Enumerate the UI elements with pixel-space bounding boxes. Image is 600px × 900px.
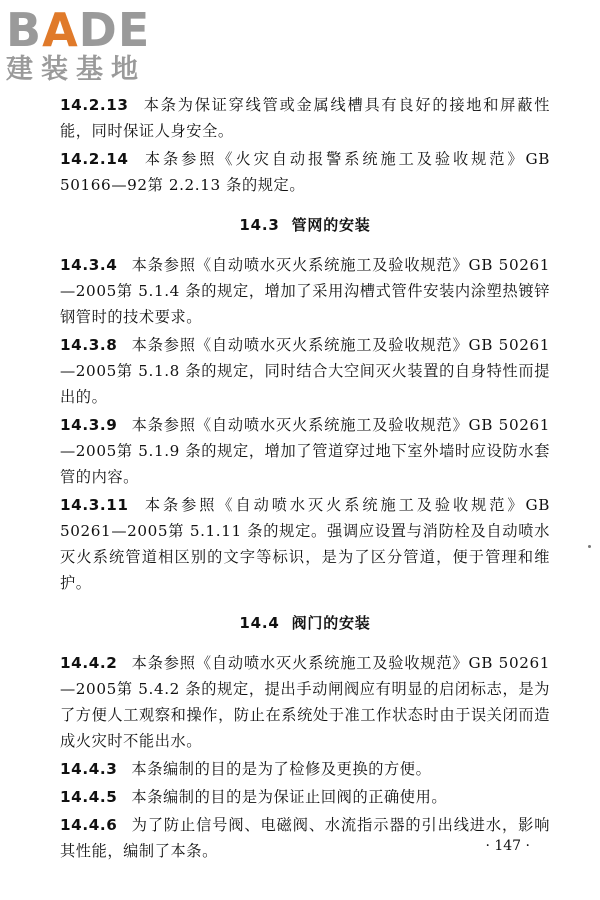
clause-text: 本条参照《火灾自动报警系统施工及验收规范》GB 50166—92第 2.2.13 条的规定。 [60,150,550,194]
section-heading-text: 管网的安装 [291,216,371,234]
clause-paragraph [60,252,550,330]
logo-letter: B [6,3,43,57]
logo-letter: DE [78,3,151,57]
document-body [60,92,550,866]
clause-paragraph [60,92,550,144]
clause-number: 14.3.9 [60,416,118,434]
brand-logo [6,4,181,86]
clause-paragraph [60,332,550,410]
clause-number: 14.3.8 [60,336,118,354]
clause-text: 本条参照《自动喷水灭火系统施工及验收规范》GB 50261—2005第 5.4.2 条的规定，提出手动闸阀应有明显的启闭标志，是为了方便人工观察和操作，防止在系统处于准工作状态时由于误关闭而造成火灾时不能出水。 [60,654,550,750]
section-number: 14.4 [239,614,280,632]
clause-paragraph [60,756,550,782]
clause-number: 14.3.4 [60,256,118,274]
clause-number: 14.4.2 [60,654,118,672]
clause-paragraph [60,146,550,198]
clause-text: 本条参照《自动喷水灭火系统施工及验收规范》GB 50261—2005第 5.1.8 条的规定，同时结合大空间灭火装置的自身特性而提出的。 [60,336,550,406]
clause-text: 本条为保证穿线管或金属线槽具有良好的接地和屏蔽性能，同时保证人身安全。 [60,96,550,140]
section-number: 14.3 [239,216,280,234]
clause-paragraph [60,812,550,864]
page-number: · 147 · [485,838,530,854]
clause-text: 本条编制的目的是为了检修及更换的方便。 [131,760,432,778]
section-title [60,212,550,238]
clause-text: 本条参照《自动喷水灭火系统施工及验收规范》GB 50261—2005第 5.1.4 条的规定，增加了采用沟槽式管件安装内涂塑热镀锌钢管时的技术要求。 [60,256,550,326]
clause-paragraph [60,784,550,810]
clause-paragraph [60,412,550,490]
clause-paragraph [60,650,550,754]
clause-number: 14.3.11 [60,496,129,514]
clause-text: 本条编制的目的是为保证止回阀的正确使用。 [131,788,448,806]
clause-number: 14.4.6 [60,816,118,834]
clause-text: 本条参照《自动喷水灭火系统施工及验收规范》GB 50261—2005第 5.1.11 条的规定。强调应设置与消防栓及自动喷水灭火系统管道相区别的文字等标识，是为了区分管道，便于管理和维护。 [60,496,550,592]
logo-wordmark [6,4,181,56]
clause-number: 14.4.3 [60,760,118,778]
scan-speck [588,545,591,548]
clause-text: 为了防止信号阀、电磁阀、水流指示器的引出线进水，影响其性能，编制了本条。 [60,816,550,860]
section-heading-text: 阀门的安装 [291,614,371,632]
clause-text: 本条参照《自动喷水灭火系统施工及验收规范》GB 50261—2005第 5.1.9 条的规定，增加了管道穿过地下室外墙时应设防水套管的内容。 [60,416,550,486]
clause-number: 14.4.5 [60,788,118,806]
logo-letter-accent: A [42,3,79,57]
clause-number: 14.2.14 [60,150,129,168]
clause-number: 14.2.13 [60,96,129,114]
clause-paragraph [60,492,550,596]
section-title [60,610,550,636]
logo-subtitle: 建装基地 [6,54,146,85]
